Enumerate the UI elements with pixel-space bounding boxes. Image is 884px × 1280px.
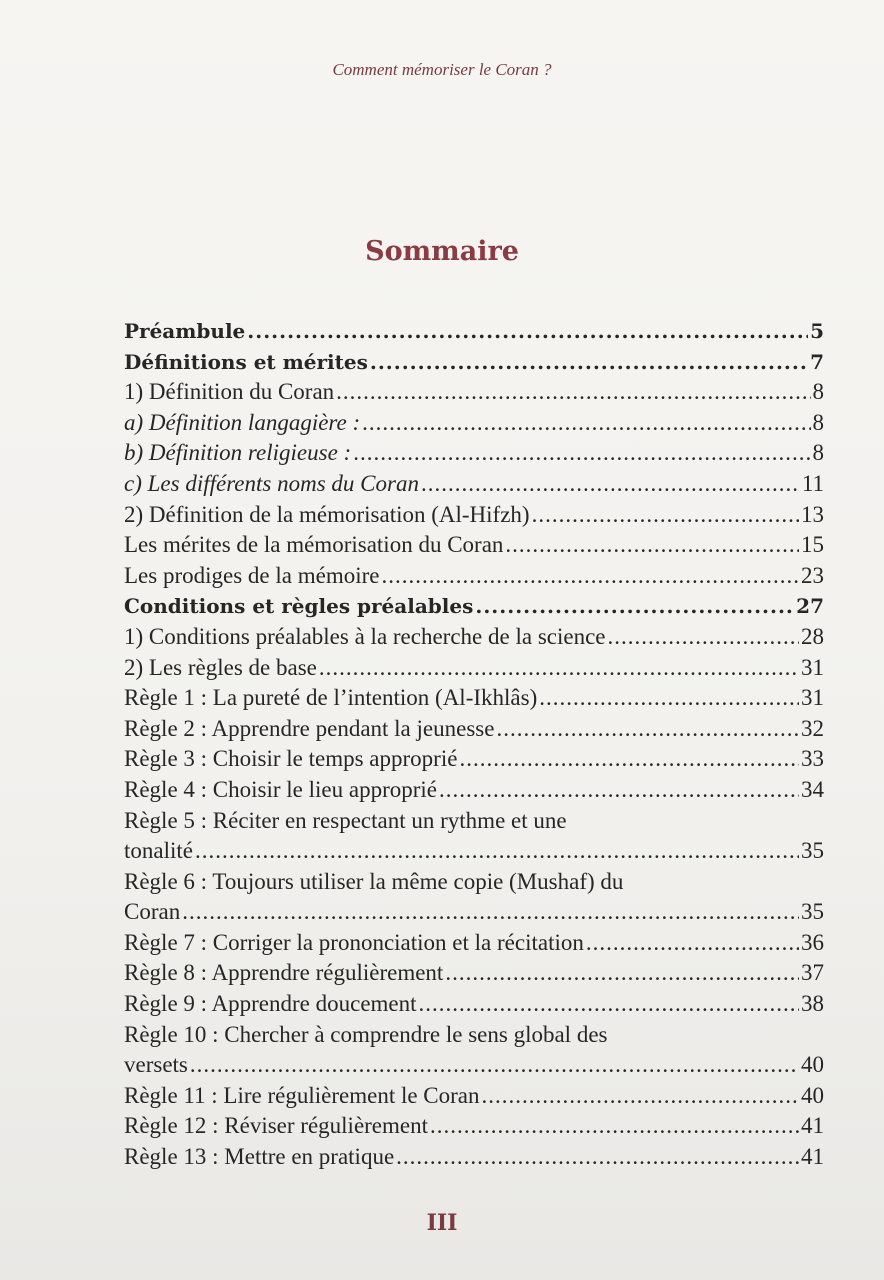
toc-entry-page: 7 [810, 349, 824, 374]
toc-entry-label: Conditions et règles préalables [124, 594, 474, 619]
toc-entry-page: 8 [812, 379, 824, 405]
toc-entry-page: 40 [801, 1052, 824, 1078]
dot-leader [381, 561, 799, 592]
toc-entry [124, 561, 824, 592]
toc-entry [124, 377, 824, 408]
toc-entry [124, 744, 824, 775]
toc-entry-page: 28 [801, 623, 824, 649]
toc-entry-page: 8 [812, 409, 824, 435]
toc-entry-label: Règle 1 : La pureté de l’intention (Al-Ikhlâs) [124, 685, 538, 711]
dot-leader [370, 347, 808, 378]
toc-entry-page: 35 [801, 899, 824, 925]
toc-entry [124, 316, 824, 347]
toc-entry [124, 714, 824, 745]
toc-entry-label: Règle 4 : Choisir le lieu approprié [124, 776, 437, 802]
toc-entry-label-line1: Règle 5 : Réciter en respectant un rythme et une [124, 807, 567, 833]
toc-entry-page: 32 [801, 715, 824, 741]
dot-leader [319, 653, 799, 684]
dot-leader [608, 622, 800, 653]
toc-entry-page: 38 [801, 991, 824, 1017]
dot-leader [182, 897, 799, 928]
toc-entry-label: Les mérites de la mémorisation du Coran [124, 532, 504, 558]
toc-entry-page: 36 [801, 929, 824, 955]
toc-entry-label: Règle 7 : Corriger la prononciation et la récitation [124, 929, 584, 955]
toc-entry-label: Les prodiges de la mémoire [124, 562, 380, 588]
dot-leader [336, 377, 810, 408]
toc-entry-page: 37 [801, 960, 824, 986]
toc-entry [124, 989, 824, 1020]
toc-entry [124, 958, 824, 989]
toc-entry-page: 41 [801, 1113, 824, 1139]
toc-entry [124, 683, 824, 714]
toc-entry-page: 31 [801, 654, 824, 680]
toc-entry-page: 35 [801, 838, 824, 864]
toc-entry-label: c) Les différents noms du Coran [124, 470, 419, 496]
toc-entry-page: 15 [801, 532, 824, 558]
toc-entry-page: 23 [801, 562, 824, 588]
toc-entry [124, 500, 824, 531]
dot-leader [496, 714, 799, 745]
toc-entry-label: 2) Définition de la mémorisation (Al-Hifzh) [124, 501, 530, 527]
toc-entry-label: 2) Les règles de base [124, 654, 317, 680]
toc-entry-page: 27 [796, 594, 824, 619]
toc-entry [124, 1081, 824, 1112]
toc-entry-label: b) Définition religieuse : [124, 440, 352, 466]
dot-leader [421, 469, 800, 500]
toc-entry [124, 347, 824, 378]
toc-entry-label: Règle 13 : Mettre en pratique [124, 1144, 395, 1170]
toc-entry-page: 13 [801, 501, 824, 527]
toc-entry-label: Définitions et mérites [124, 349, 368, 374]
dot-leader [459, 744, 799, 775]
dot-leader [430, 1111, 799, 1142]
dot-leader [362, 408, 810, 439]
dot-leader [475, 591, 794, 622]
dot-leader [419, 989, 799, 1020]
toc-entry-page: 8 [812, 440, 824, 466]
toc-entry [124, 469, 824, 500]
table-of-contents [124, 316, 824, 1173]
toc-entry [124, 591, 824, 622]
toc-entry-label: Coran [124, 899, 181, 925]
toc-entry-page: 33 [801, 746, 824, 772]
toc-entry [124, 622, 824, 653]
toc-entry [124, 1111, 824, 1142]
toc-entry [124, 1142, 824, 1173]
toc-entry-label: Règle 11 : Lire régulièrement le Coran [124, 1082, 480, 1108]
toc-entry-page: 5 [810, 319, 824, 343]
toc-entry-label: 1) Définition du Coran [124, 379, 335, 405]
toc-entry-label: Règle 12 : Réviser régulièrement [124, 1113, 429, 1139]
toc-entry [124, 1020, 824, 1081]
toc-entry-label-line1: Règle 10 : Chercher à comprendre le sens global des [124, 1021, 608, 1047]
toc-entry [124, 928, 824, 959]
toc-entry [124, 530, 824, 561]
toc-entry [124, 438, 824, 469]
toc-entry-page: 41 [801, 1144, 824, 1170]
toc-entry-label: tonalité [124, 838, 193, 864]
dot-leader [505, 530, 799, 561]
dot-leader [586, 928, 799, 959]
toc-entry-label: a) Définition langagière : [124, 409, 361, 435]
toc-entry-page: 31 [801, 685, 824, 711]
dot-leader [482, 1081, 799, 1112]
toc-entry-page: 34 [801, 776, 824, 802]
dot-leader [353, 438, 810, 469]
dot-leader [445, 958, 799, 989]
dot-leader [396, 1142, 799, 1173]
toc-entry [124, 806, 824, 867]
page-number: III [426, 1210, 458, 1236]
toc-entry-label: 1) Conditions préalables à la recherche de la science [124, 623, 606, 649]
dot-leader [539, 683, 799, 714]
toc-entry [124, 867, 824, 928]
toc-entry-page: 11 [801, 470, 824, 496]
dot-leader [247, 316, 808, 347]
page-title: Sommaire [365, 236, 519, 267]
toc-entry [124, 775, 824, 806]
toc-entry-label: Règle 2 : Apprendre pendant la jeunesse [124, 715, 495, 741]
dot-leader [195, 836, 799, 867]
toc-entry-label: versets [124, 1052, 188, 1078]
running-head: Comment mémoriser le Coran ? [332, 60, 552, 79]
toc-entry-label: Préambule [124, 319, 246, 343]
toc-entry-page: 40 [801, 1082, 824, 1108]
toc-entry-label: Règle 8 : Apprendre régulièrement [124, 960, 444, 986]
dot-leader [190, 1050, 799, 1081]
toc-entry-label-line1: Règle 6 : Toujours utiliser la même copie (Mushaf) du [124, 868, 624, 894]
toc-entry [124, 408, 824, 439]
toc-entry-label: Règle 9 : Apprendre doucement [124, 991, 417, 1017]
dot-leader [532, 500, 799, 531]
toc-entry-label: Règle 3 : Choisir le temps approprié [124, 746, 458, 772]
toc-entry [124, 653, 824, 684]
dot-leader [439, 775, 799, 806]
